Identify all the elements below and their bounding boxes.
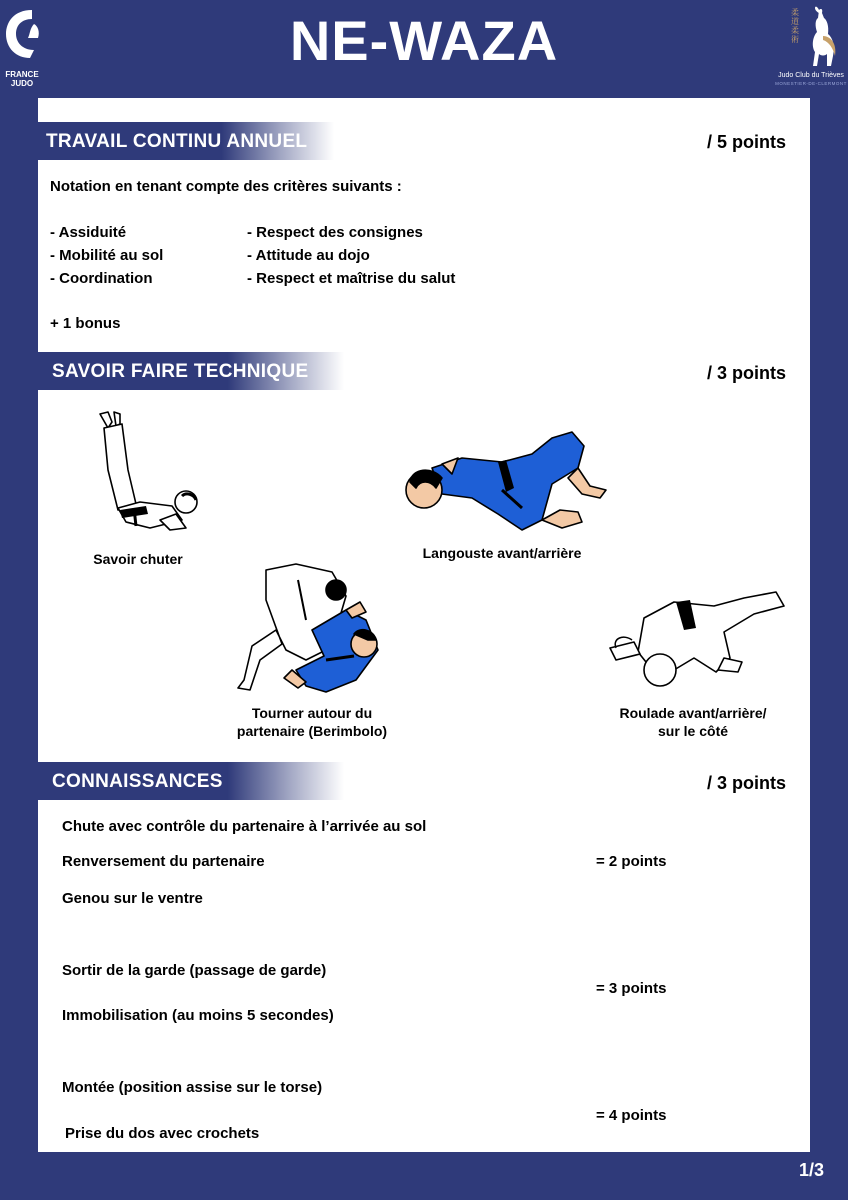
section-header-travail: TRAVAIL CONTINU ANNUEL	[38, 122, 334, 160]
technique-caption: Roulade avant/arrière/ sur le côté	[619, 705, 767, 739]
knowledge-item: Sortir de la garde (passage de garde)	[62, 962, 327, 979]
knowledge-item: Chute avec contrôle du partenaire à l’arrivée au sol	[62, 818, 427, 835]
score-label: = 2 points	[596, 853, 667, 870]
knowledge-item: Immobilisation (au moins 5 secondes)	[62, 1007, 334, 1024]
club-kanji: 柔道柔術	[791, 8, 799, 44]
technique-caption: Savoir chuter	[93, 551, 183, 567]
connaissances-points: / 3 points	[706, 773, 786, 793]
criterion: - Mobilité au sol	[50, 247, 164, 264]
judoka-roll-illustration	[604, 588, 788, 692]
section-header-savoir: SAVOIR FAIRE TECHNIQUE	[38, 352, 344, 390]
travail-intro: Notation en tenant compte des critères suivants :	[50, 178, 402, 195]
section-header-connaissances: CONNAISSANCES	[38, 762, 344, 800]
knowledge-item: Genou sur le ventre	[62, 890, 203, 907]
page-number: 1/3	[798, 1160, 824, 1180]
criterion: - Respect et maîtrise du salut	[247, 270, 456, 287]
content-page	[38, 98, 810, 1152]
savoir-points: / 3 points	[706, 363, 786, 383]
judoka-lobster-illustration	[402, 428, 612, 538]
criterion: - Coordination	[50, 270, 153, 287]
knowledge-item: Renversement du partenaire	[62, 853, 265, 870]
judoka-berimbolo-illustration	[236, 560, 388, 702]
criterion: - Assiduité	[50, 224, 127, 241]
technique-caption: Tourner autour du partenaire (Berimbolo)	[236, 705, 388, 739]
club-name: Judo Club du Trièves	[778, 72, 844, 79]
club-location: MONESTIER-DE-CLERMONT	[775, 81, 847, 86]
knowledge-item: Montée (position assise sur le torse)	[62, 1079, 323, 1096]
page-header	[0, 0, 848, 98]
score-label: = 4 points	[596, 1107, 667, 1124]
travail-points: / 5 points	[706, 132, 786, 152]
france-judo-logo: FRANCE JUDO	[2, 8, 42, 88]
judoka-falling-illustration	[90, 410, 208, 534]
technique-caption: Langouste avant/arrière	[422, 545, 582, 561]
score-label: = 3 points	[596, 980, 667, 997]
knowledge-item: Prise du dos avec crochets	[65, 1125, 260, 1142]
chamois-icon	[801, 6, 841, 70]
judo-club-logo	[775, 6, 847, 92]
page-title: NE-WAZA	[289, 9, 559, 72]
criterion: - Respect des consignes	[247, 224, 423, 241]
bonus-text: + 1 bonus	[50, 315, 121, 332]
criterion: - Attitude au dojo	[247, 247, 370, 264]
